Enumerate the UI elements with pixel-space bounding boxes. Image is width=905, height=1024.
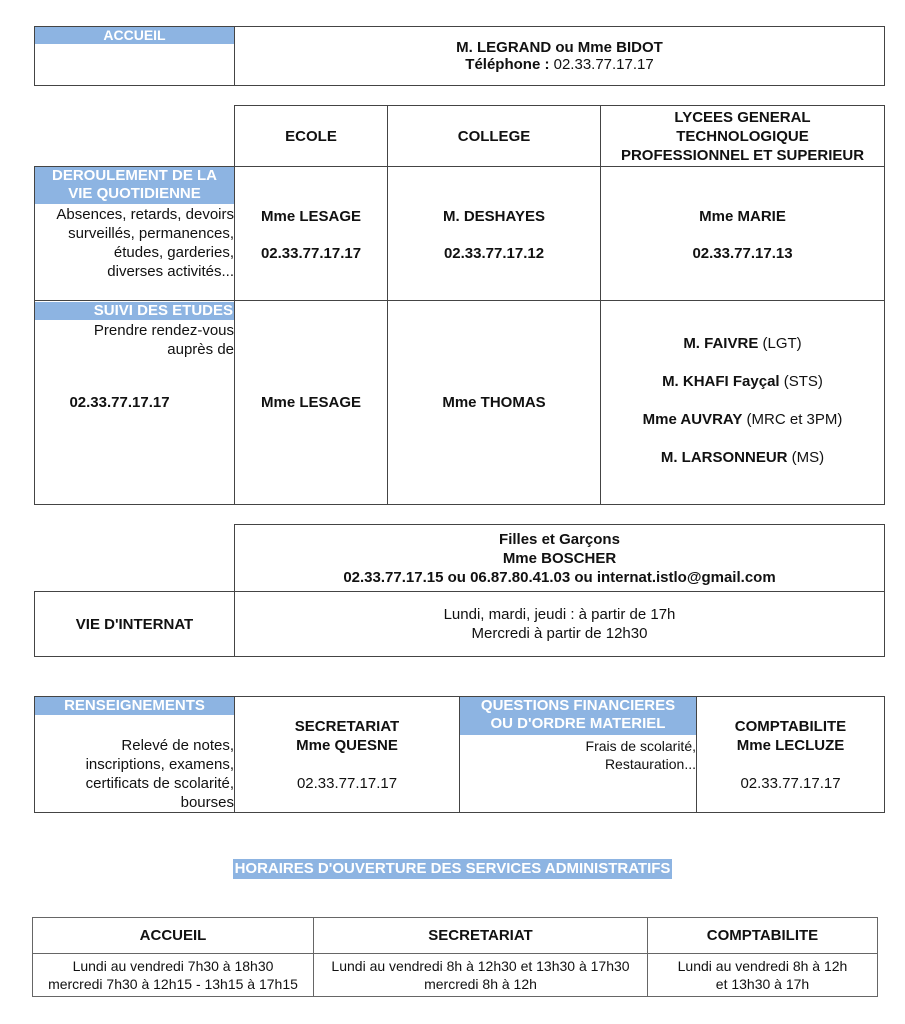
desc-line: certificats de scolarité, xyxy=(85,775,234,792)
internat-who: Filles et Garçons xyxy=(499,530,620,548)
contact-name: Mme AUVRAY xyxy=(642,411,743,428)
desc-line: bourses xyxy=(180,794,234,811)
contact-name: M. FAIVRE xyxy=(683,335,759,352)
col-header-lycee-line: PROFESSIONNEL ET SUPERIEUR xyxy=(620,146,865,164)
internat-label: VIE D'INTERNAT xyxy=(75,615,194,633)
deroulement-label-line: VIE QUOTIDIENNE xyxy=(68,185,201,202)
contact-name: M. DESHAYES xyxy=(443,208,545,225)
suivi-desc xyxy=(35,321,234,359)
accueil-phone-label: Téléphone : xyxy=(465,56,550,73)
deroulement-label xyxy=(35,167,234,204)
col-header-ecole: ECOLE xyxy=(285,127,337,145)
suivi-lycee-contact xyxy=(601,325,884,363)
contact-name: Mme MARIE xyxy=(699,208,786,225)
suivi-lycee-contact xyxy=(601,439,884,477)
deroulement-ecole xyxy=(235,195,387,275)
secretariat-cell xyxy=(235,717,459,793)
row-divider xyxy=(35,300,884,301)
hours-line: mercredi 7h30 à 12h15 - 13h15 à 17h15 xyxy=(48,976,298,992)
contact-phone: 02.33.77.17.13 xyxy=(692,245,793,262)
horaires-secretariat xyxy=(314,954,647,996)
accueil-phone: 02.33.77.17.17 xyxy=(553,56,654,73)
internat-hours xyxy=(234,592,884,656)
horaires-header-accueil: ACCUEIL xyxy=(139,927,207,944)
deroulement-label-line: DEROULEMENT DE LA xyxy=(52,167,217,184)
service-name: SECRETARIAT xyxy=(294,718,400,735)
comptabilite-cell xyxy=(697,717,884,793)
suivi-lycee xyxy=(601,325,884,477)
accueil-label: ACCUEIL xyxy=(35,27,234,44)
financier-label-line: QUESTIONS FINANCIERES xyxy=(480,697,676,714)
internat-contact: 02.33.77.17.15 ou 06.87.80.41.03 ou internat.istlo@gmail.com xyxy=(343,568,776,586)
suivi-phone: 02.33.77.17.17 xyxy=(69,394,170,411)
internat-name: Mme BOSCHER xyxy=(502,549,617,567)
contact-phone: 02.33.77.17.17 xyxy=(260,245,362,262)
suivi-college: Mme THOMAS xyxy=(442,394,546,411)
contact-phone: 02.33.77.17.12 xyxy=(443,245,545,262)
hours-line: Lundi au vendredi 7h30 à 18h30 xyxy=(72,958,274,974)
renseignements-label: RENSEIGNEMENTS xyxy=(35,697,234,715)
col-header-college: COLLEGE xyxy=(457,127,531,145)
desc-line: Frais de scolarité, xyxy=(585,738,696,754)
financier-label-line: OU D'ORDRE MATERIEL xyxy=(490,715,666,732)
desc-line: Relevé de notes, xyxy=(121,737,234,754)
suivi-label: SUIVI DES ETUDES xyxy=(35,302,234,320)
contact-name: M. KHAFI Fayçal xyxy=(662,373,780,390)
desc-line: Absences, retards, devoirs xyxy=(56,206,234,223)
desc-line: inscriptions, examens, xyxy=(85,756,234,773)
renseignements-desc xyxy=(35,736,234,812)
accueil-contact: M. LEGRAND ou Mme BIDOT xyxy=(456,39,663,56)
contact-phone: 02.33.77.17.17 xyxy=(740,775,841,792)
suivi-ecole: Mme LESAGE xyxy=(260,394,362,411)
desc-line: Restauration... xyxy=(604,756,696,772)
hours-line: Lundi, mardi, jeudi : à partir de 17h xyxy=(443,606,676,623)
contact-name: M. LARSONNEUR xyxy=(660,449,788,466)
contact-scope: (MRC et 3PM) xyxy=(746,411,843,428)
contact-scope: (LGT) xyxy=(762,335,802,352)
horaires-accueil xyxy=(33,954,313,996)
horaires-title: HORAIRES D'OUVERTURE DES SERVICES ADMINISTRATIFS xyxy=(234,860,671,877)
contact-scope: (MS) xyxy=(791,449,825,466)
internat-contact-cell xyxy=(234,524,885,592)
col-header-lycee xyxy=(601,106,884,166)
hours-line: Lundi au vendredi 8h à 12h xyxy=(677,958,848,974)
contact-scope: (STS) xyxy=(783,373,823,390)
contact-name: Mme LECLUZE xyxy=(736,737,845,754)
hours-line: Lundi au vendredi 8h à 12h30 et 13h30 à 17h30 xyxy=(331,958,630,974)
desc-line: Prendre rendez-vous xyxy=(93,322,234,339)
horaires-header-secretariat: SECRETARIAT xyxy=(428,927,533,944)
hours-line: mercredi 8h à 12h xyxy=(424,976,537,992)
horaires-header-comptabilite: COMPTABILITE xyxy=(706,927,819,944)
deroulement-college xyxy=(388,195,600,275)
suivi-lycee-contact xyxy=(601,363,884,401)
deroulement-desc xyxy=(35,205,234,281)
contact-phone: 02.33.77.17.17 xyxy=(296,775,398,792)
desc-line: surveillés, permanences, xyxy=(68,225,234,242)
financier-desc xyxy=(460,737,696,773)
hours-line: Mercredi à partir de 12h30 xyxy=(471,625,648,642)
desc-line: auprès de xyxy=(167,341,234,358)
contact-name: Mme QUESNE xyxy=(296,737,398,754)
service-name: COMPTABILITE xyxy=(734,718,847,735)
desc-line: diverses activités... xyxy=(107,263,234,280)
deroulement-lycee xyxy=(601,195,884,275)
hours-line: et 13h30 à 17h xyxy=(715,976,810,992)
col-header-lycee-line: TECHNOLOGIQUE xyxy=(676,127,809,145)
contact-name: Mme LESAGE xyxy=(260,208,362,225)
horaires-comptabilite xyxy=(648,954,877,996)
horaires-title-wrap xyxy=(0,859,905,879)
suivi-lycee-contact xyxy=(601,401,884,439)
accueil-contact-cell xyxy=(234,27,884,85)
desc-line: études, garderies, xyxy=(113,244,234,261)
col-header-lycee-line: LYCEES GENERAL xyxy=(674,108,811,126)
financier-label xyxy=(460,697,696,735)
